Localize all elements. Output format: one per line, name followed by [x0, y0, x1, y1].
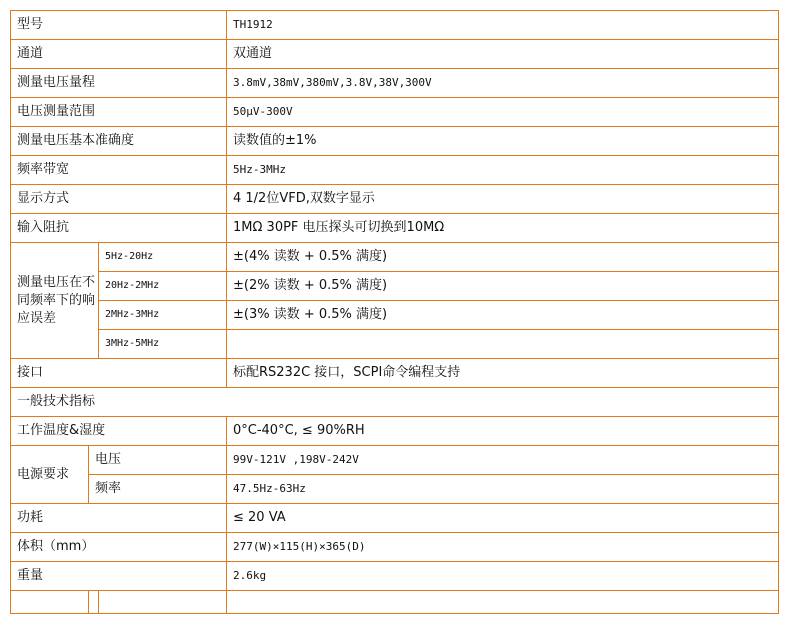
accuracy-value: 读数值的±1%	[227, 127, 779, 156]
freq-error-label: 测量电压在不同频率下的响应误差	[11, 243, 99, 359]
table-row	[11, 69, 779, 98]
table-row	[11, 446, 779, 475]
interface-value: 标配RS232C 接口，SCPI命令编程支持	[227, 359, 779, 388]
freq-band: 5Hz-20Hz	[99, 243, 227, 272]
power-voltage-label: 电压	[89, 446, 227, 475]
power-consumption-value: ≤ 20 VA	[227, 504, 779, 533]
volume-value: 277(W)×115(H)×365(D)	[227, 533, 779, 562]
model-value: TH1912	[227, 11, 779, 40]
table-row	[11, 359, 779, 388]
bandwidth-value: 5Hz-3MHz	[227, 156, 779, 185]
empty-cell	[89, 591, 99, 614]
channel-label: 通道	[11, 40, 227, 69]
weight-value: 2.6kg	[227, 562, 779, 591]
table-row	[11, 562, 779, 591]
volume-label: 体积（mm）	[11, 533, 227, 562]
table-row	[11, 417, 779, 446]
table-row	[11, 11, 779, 40]
table-row	[11, 388, 779, 417]
impedance-value: 1MΩ 30PF 电压探头可切换到10MΩ	[227, 214, 779, 243]
freq-band: 3MHz-5MHz	[99, 330, 227, 359]
model-label: 型号	[11, 11, 227, 40]
measure-range-label: 电压测量范围	[11, 98, 227, 127]
interface-label: 接口	[11, 359, 227, 388]
weight-label: 重量	[11, 562, 227, 591]
freq-band: 2MHz-3MHz	[99, 301, 227, 330]
table-row	[11, 214, 779, 243]
display-label: 显示方式	[11, 185, 227, 214]
power-frequency-value: 47.5Hz-63Hz	[227, 475, 779, 504]
impedance-label: 输入阻抗	[11, 214, 227, 243]
channel-value: 双通道	[227, 40, 779, 69]
table-row	[11, 156, 779, 185]
temp-humidity-label: 工作温度&湿度	[11, 417, 227, 446]
freq-error-value: ±(2% 读数 + 0.5% 满度)	[227, 272, 779, 301]
bandwidth-label: 频率带宽	[11, 156, 227, 185]
table-row	[11, 243, 779, 272]
spec-table-container	[10, 10, 779, 614]
empty-cell	[99, 591, 227, 614]
power-consumption-label: 功耗	[11, 504, 227, 533]
power-frequency-label: 频率	[89, 475, 227, 504]
accuracy-label: 测量电压基本准确度	[11, 127, 227, 156]
table-row	[11, 40, 779, 69]
table-row	[11, 272, 779, 301]
temp-humidity-value: 0°C-40°C, ≤ 90%RH	[227, 417, 779, 446]
freq-error-value: ±(3% 读数 + 0.5% 满度)	[227, 301, 779, 330]
table-row	[11, 185, 779, 214]
power-req-label: 电源要求	[11, 446, 89, 504]
table-row	[11, 475, 779, 504]
table-row	[11, 301, 779, 330]
table-row-empty	[11, 591, 779, 614]
freq-band: 20Hz-2MHz	[99, 272, 227, 301]
table-row	[11, 98, 779, 127]
table-row	[11, 330, 779, 359]
display-value: 4 1/2位VFD,双数字显示	[227, 185, 779, 214]
empty-cell	[227, 591, 779, 614]
empty-cell	[11, 591, 89, 614]
freq-error-value	[227, 330, 779, 359]
table-row	[11, 504, 779, 533]
table-row	[11, 127, 779, 156]
range-label: 测量电压量程	[11, 69, 227, 98]
general-section-heading: 一般技术指标	[11, 388, 779, 417]
freq-error-value: ±(4% 读数 + 0.5% 满度)	[227, 243, 779, 272]
spec-table	[10, 10, 779, 614]
range-value: 3.8mV,38mV,380mV,3.8V,38V,300V	[227, 69, 779, 98]
table-row	[11, 533, 779, 562]
measure-range-value: 50μV-300V	[227, 98, 779, 127]
power-voltage-value: 99V-121V ,198V-242V	[227, 446, 779, 475]
